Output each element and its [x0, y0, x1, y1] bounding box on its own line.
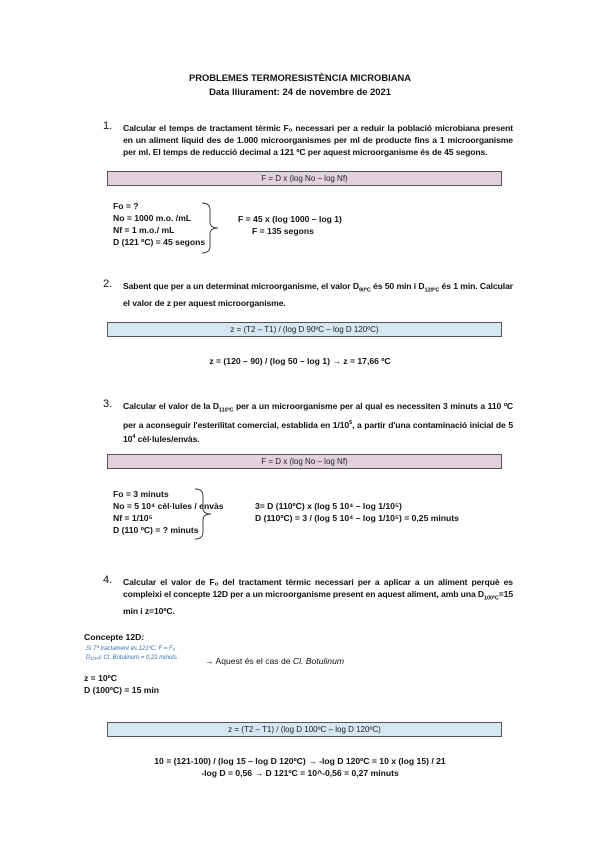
- given-line: z = 10ºC: [84, 673, 117, 683]
- given-line: Nf = 1 m.o./ mL: [113, 225, 175, 235]
- problem-2-formula-bar: z = (T2 – T1) / (log D 90ºC – log D 120ºC): [107, 322, 502, 337]
- given-line: D (110 ºC) = ? minuts: [113, 525, 199, 535]
- problem-1-calc: [238, 213, 342, 237]
- calc-line: F = 135 segons: [252, 226, 314, 236]
- brace-icon: [193, 488, 215, 540]
- problem-3-statement: Calcular el valor de la $D_{110ºC}$ per a un microorganisme per al qual es necessiten 3 minuts a 110 ºC per a aconseguir l'esterilitat comercial, establida en $1/10^5$, a partir d'una contaminació inicial de 5 $10^4$ cèl·lules/envàs.: [123, 401, 514, 444]
- calc-line: F = 45 x (log 1000 – log 1): [238, 214, 342, 224]
- problem-1-number: 1.: [103, 120, 113, 132]
- calc-line: 3= D (110ºC) x (log 5 10⁴ – log 1/10⁵): [255, 501, 402, 511]
- given-line: D (100ºC) = 15 min: [84, 685, 160, 695]
- problem-1-formula-bar: F = D x (log No – log Nf): [107, 171, 502, 186]
- given-line: No = 5 10⁴ cèl·lules / envàs: [113, 501, 224, 511]
- document-title: PROBLEMES TERMORESISTÈNCIA MICROBIANA: [188, 72, 412, 83]
- note-line: Si Tª tractament és 121ºC, F = F₀: [86, 646, 176, 652]
- problem-3-calc: [255, 500, 459, 524]
- problem-3-number: 3.: [103, 398, 113, 410]
- problem-4-givens: [84, 672, 159, 696]
- note-line: D₁₂₁ₒc Cl. Botulinum = 0,21 minuts: [86, 655, 177, 661]
- given-line: No = 1000 m.o. /mL: [113, 213, 192, 223]
- problem-2-statement: Sabent que per a un determinat microorganisme, el valor $D_{90ºC}$ és 50 min i $D_{120ºC}$ és 1 min. Calcular el valor de z per aquest microorganisme.: [123, 281, 514, 308]
- problem-3-formula-bar: F = D x (log No – log Nf): [107, 454, 502, 469]
- given-line: Fo = 3 minuts: [113, 489, 169, 499]
- calc-line: D (110ºC) = 3 / (log 5 10⁴ – log 1/10⁵) = 0,25 minuts: [255, 513, 459, 523]
- problem-4-number: 4.: [103, 574, 113, 586]
- problem-2-number: 2.: [103, 278, 113, 290]
- concept-12d-note: [86, 645, 177, 663]
- delivery-date: Data lliurament: 24 de novembre de 2021: [209, 86, 391, 97]
- problem-2-result: z = (120 – 90) / (log 50 – log 1) → z = 17,66 ºC: [209, 356, 391, 366]
- problem-4-statement: Calcular el valor de F₀ del tractament tèrmic necessari per a aplicar a un aliment perquè es compleixi el concepte 12D per a un microorganisme present en aquest aliment, amb una $D_{100ºC}=15$ min i z=10ºC.: [123, 577, 513, 616]
- problem-4-formula-bar: z = (T2 – T1) / (log D 100ºC – log D 120ºC): [107, 722, 502, 737]
- problem-1-statement: Calcular el temps de tractament tèrmic F₀ necessari per a reduir la població microbiana present en un aliment líquid des de 1.000 microorganismes per ml de producte fins a 1 microorganisme per ml. El temps de reducció decimal a 121 ºC per aquest microorganisme és de 45 segons.: [123, 123, 513, 157]
- brace-icon: [200, 202, 222, 254]
- given-line: Fo = ?: [113, 201, 139, 211]
- concept-12d-title: Concepte 12D:: [84, 632, 145, 642]
- problem-4-result-line-2: -log D = 0,56 → D 121ºC = 10^-0,56 = 0,27 minuts: [201, 768, 399, 778]
- given-line: D (121 ºC) = 45 segons: [113, 237, 206, 247]
- botulinum-case-note: → Aquest és el cas de Cl. Botulinum: [205, 656, 345, 666]
- given-line: Nf = 1/10⁵: [113, 513, 153, 523]
- problem-1-givens: [113, 200, 205, 248]
- problem-4-result-line-1: 10 = (121-100) / (log 15 – log D 120ºC) → -log D 120ºC = 10 x (log 15) / 21: [154, 756, 446, 766]
